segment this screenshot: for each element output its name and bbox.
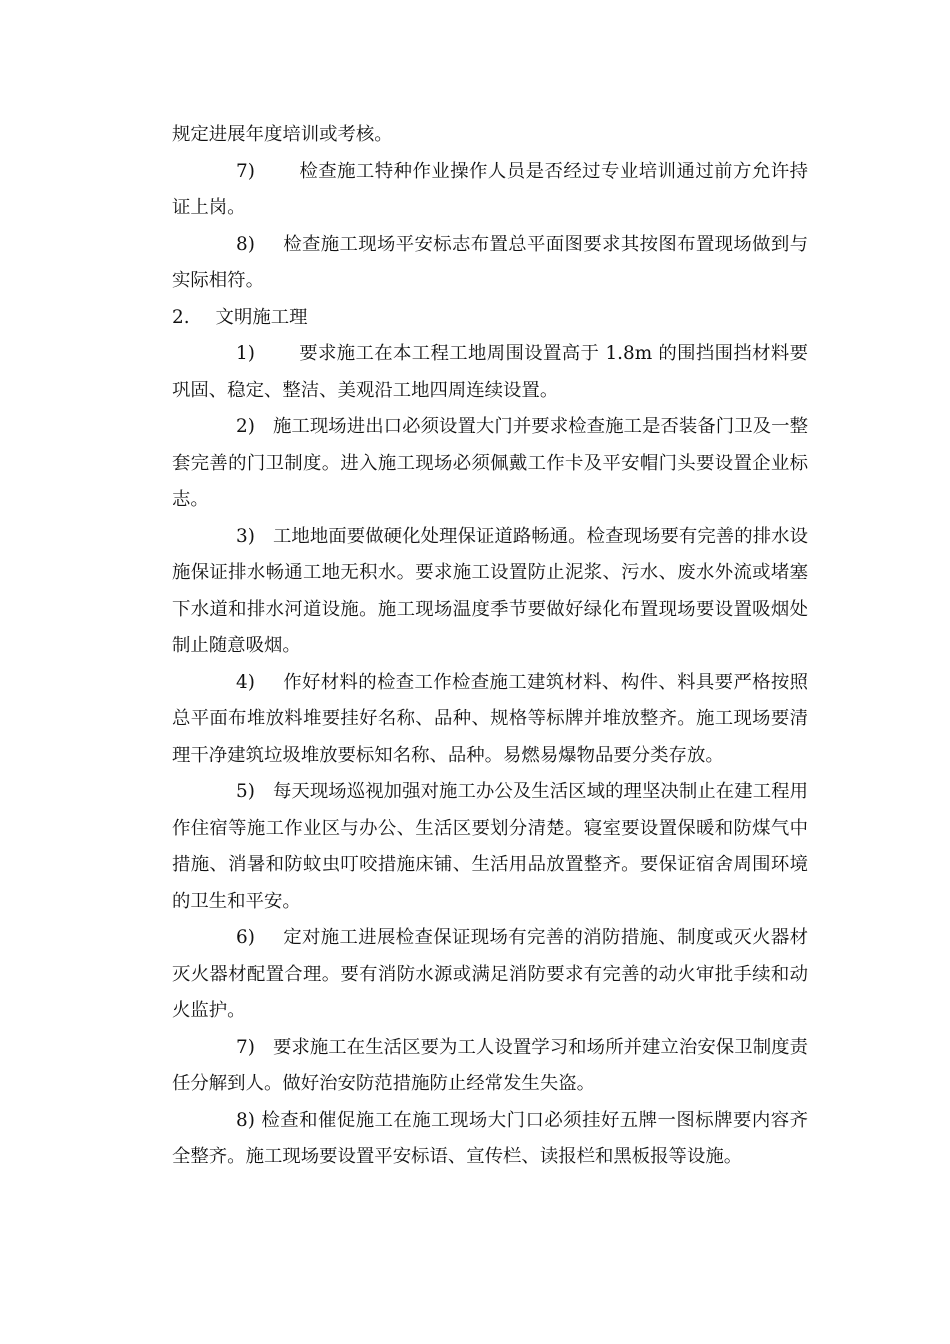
- item-number: 6): [236, 927, 255, 948]
- item-number: 2): [236, 416, 255, 437]
- item-number: 1): [236, 343, 255, 364]
- paragraph-text: 要求施工在本工程工地周围设置高于 1.8m 的围挡围挡材料要巩固、稳定、整洁、美观沿工地四周连续设置。: [172, 343, 808, 401]
- paragraph-text: 要求施工在生活区要为工人设置学习和场所并建立治安保卫制度责任分解到人。做好治安防范措施防止经常发生失盗。: [172, 1036, 808, 1094]
- list-item-8-signboards: [172, 1103, 808, 1176]
- paragraph-text: 定对施工进展检查保证现场有完善的消防措施、制度或灭火器材灭火器材配置合理。要有消防水源或满足消防要求有完善的动火审批手续和动火监护。: [172, 927, 808, 1021]
- list-item-4-materials: [172, 665, 808, 775]
- item-number: 7): [236, 160, 255, 182]
- paragraph-text: 规定进展年度培训或考核。: [172, 124, 393, 145]
- paragraph-text: 施工现场进出口必须设置大门并要求检查施工是否装备门卫及一整套完善的门卫制度。进入施工现场必须佩戴工作卡及平安帽门头要设置企业标志。: [172, 416, 808, 510]
- paragraph-text: 检查施工特种作业操作人员是否经过专业培训通过前方允许持证上岗。: [172, 160, 808, 218]
- list-item-7-training: [172, 154, 808, 227]
- paragraph-continuation: [172, 117, 808, 154]
- list-item-7-security: [172, 1030, 808, 1103]
- item-number: 3): [236, 525, 255, 547]
- list-item-6-fire: [172, 920, 808, 1030]
- section-heading: [172, 300, 808, 337]
- list-item-2-gate: [172, 409, 808, 519]
- list-item-1-enclosure: [172, 336, 808, 409]
- paragraph-text: 作好材料的检查工作检查施工建筑材料、构件、料具要严格按照总平面布堆放料堆要挂好名称、品种、规格等标牌并堆放整齐。施工现场要清理干净建筑垃圾堆放要标知名称、品种。易燃易爆物品要分类存放。: [172, 671, 808, 766]
- list-item-3-ground: [172, 519, 808, 665]
- list-item-8-safety-signs: [172, 227, 808, 300]
- item-number: 8): [236, 233, 255, 255]
- paragraph-text: 工地地面要做硬化处理保证道路畅通。检查现场要有完善的排水设施保证排水畅通工地无积水。要求施工设置防止泥浆、污水、废水外流或堵塞下水道和排水河道设施。施工现场温度季节要做好绿化布置现场要设置吸烟处制止随意吸烟。: [172, 525, 808, 656]
- paragraph-text: 检查施工现场平安标志布置总平面图要求其按图布置现场做到与实际相符。: [172, 233, 808, 291]
- list-item-5-living-area: [172, 774, 808, 920]
- section-number: 2.: [172, 306, 190, 328]
- paragraph-text: 每天现场巡视加强对施工办公及生活区域的理坚决制止在建工程用作住宿等施工作业区与办公、生活区要划分清楚。寝室要设置保暖和防煤气中措施、消暑和防蚊虫叮咬措施床铺、生活用品放置整齐。要保证宿舍周围环境的卫生和平安。: [172, 781, 808, 912]
- paragraph-text: 检查和催促施工在施工现场大门口必须挂好五牌一图标牌要内容齐全整齐。施工现场要设置平安标语、宣传栏、读报栏和黑板报等设施。: [172, 1109, 808, 1167]
- document-page: [172, 117, 808, 1176]
- item-number: 8): [236, 1109, 255, 1131]
- item-number: 7): [236, 1036, 255, 1058]
- item-number: 4): [236, 671, 255, 693]
- section-title: 文明施工理: [215, 306, 308, 328]
- item-number: 5): [236, 781, 255, 802]
